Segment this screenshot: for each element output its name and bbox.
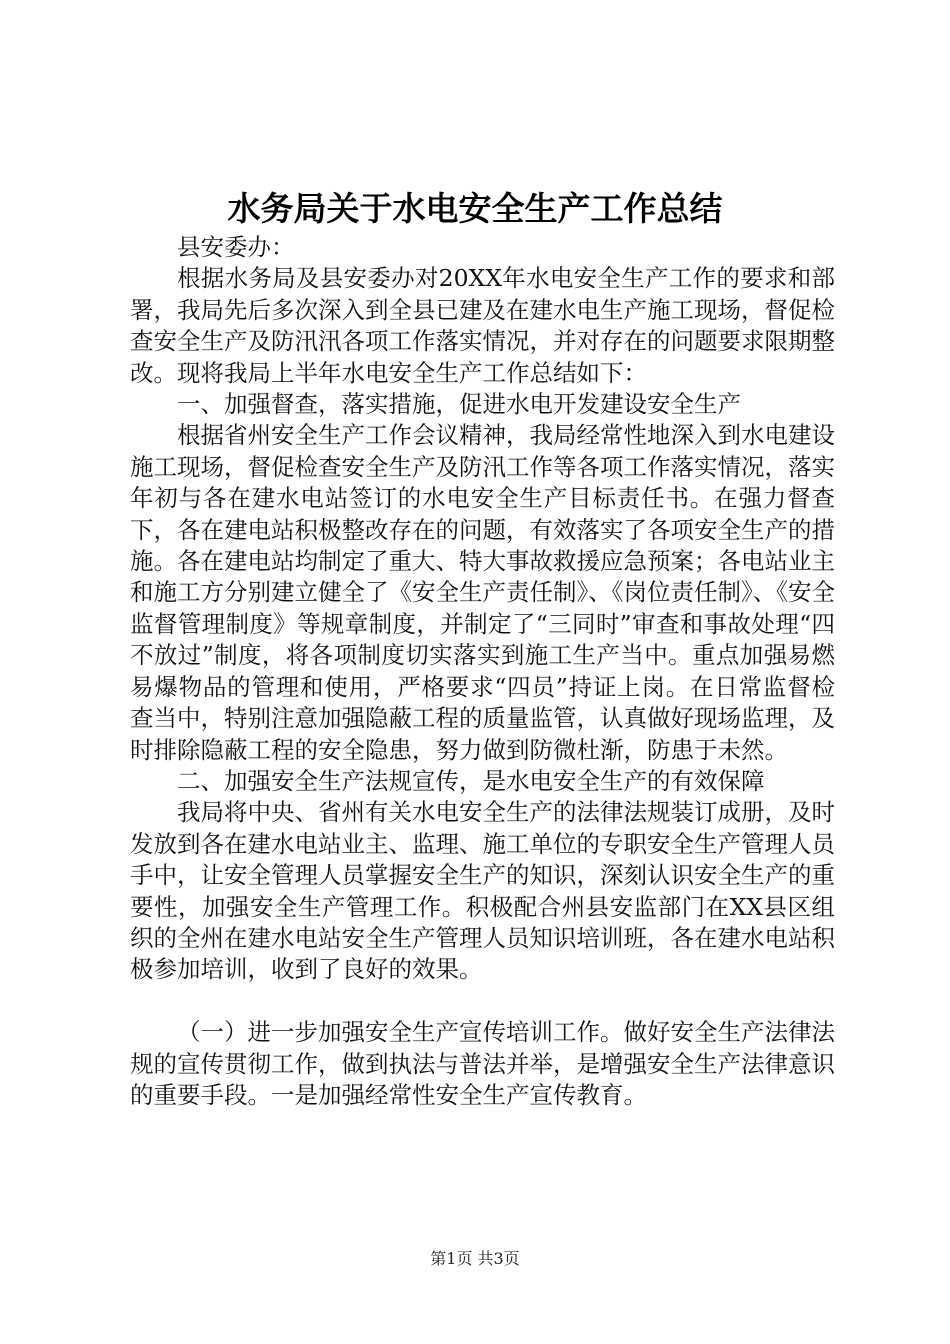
page-footer: 第1页 共3页 (430, 1249, 520, 1268)
paragraph-intro: 根据水务局及县安委办对20XX年水电安全生产工作的要求和部署，我局先后多次深入到全县已建及在建水电生产施工现场，督促检查安全生产及防汛汛各项工作落实情况，并对存在的问题要求限期整改。现将我局上半年水电安全生产工作总结如下： (130, 264, 835, 387)
paragraph-subsection-1: （一）进一步加强安全生产宣传培训工作。做好安全生产法律法规的宣传贯彻工作，做到执法与普法并举，是增强安全生产法律意识的重要手段。一是加强经常性安全生产宣传教育。 (130, 1018, 835, 1109)
document-title: 水务局关于水电安全生产工作总结 (227, 189, 723, 228)
paragraph-section-2: 我局将中央、省州有关水电安全生产的法律法规装订成册，及时发放到各在建水电站业主、监理、施工单位的专职安全生产管理人员手中，让安全管理人员掌握安全生产的知识，深刻认识安全生产的重要性，加强安全生产管理工作。积极配合州县安监部门在XX县区组织的全州在建水电站安全生产管理人员知识培训班，各在建水电站积极参加培训，收到了良好的效果。 (130, 798, 835, 984)
document-body (130, 232, 835, 1111)
section-heading-2: 二、加强安全生产法规宣传，是水电安全生产的有效保障 (177, 766, 765, 795)
section-heading-1: 一、加强督查，落实措施，促进水电开发建设安全生产 (177, 390, 741, 419)
salutation: 县安委办： (177, 233, 295, 261)
paragraph-section-1: 根据省州安全生产工作会议精神，我局经常性地深入到水电建设施工现场，督促检查安全生产及防汛工作等各项工作落实情况，落实年初与各在建水电站签订的水电安全生产目标责任书。在强力督查下，各在建电站积极整改存在的问题，有效落实了各项安全生产的措施。各在建电站均制定了重大、特大事故救援应急预案；各电站业主和施工方分别建立健全了《安全生产责任制》、《岗位责任制》、《安全监督管理制度》等规章制度，并制定了“三同时”审查和事故处理“四不放过”制度，将各项制度切实落实到施工生产当中。重点加强易燃易爆物品的管理和使用，严格要求“四员”持证上岗。在日常监督检查当中，特别注意加强隐蔽工程的质量监管，认真做好现场监理，及时排除隐蔽工程的安全隐患，努力做到防微杜渐，防患于未然。 (130, 421, 835, 764)
